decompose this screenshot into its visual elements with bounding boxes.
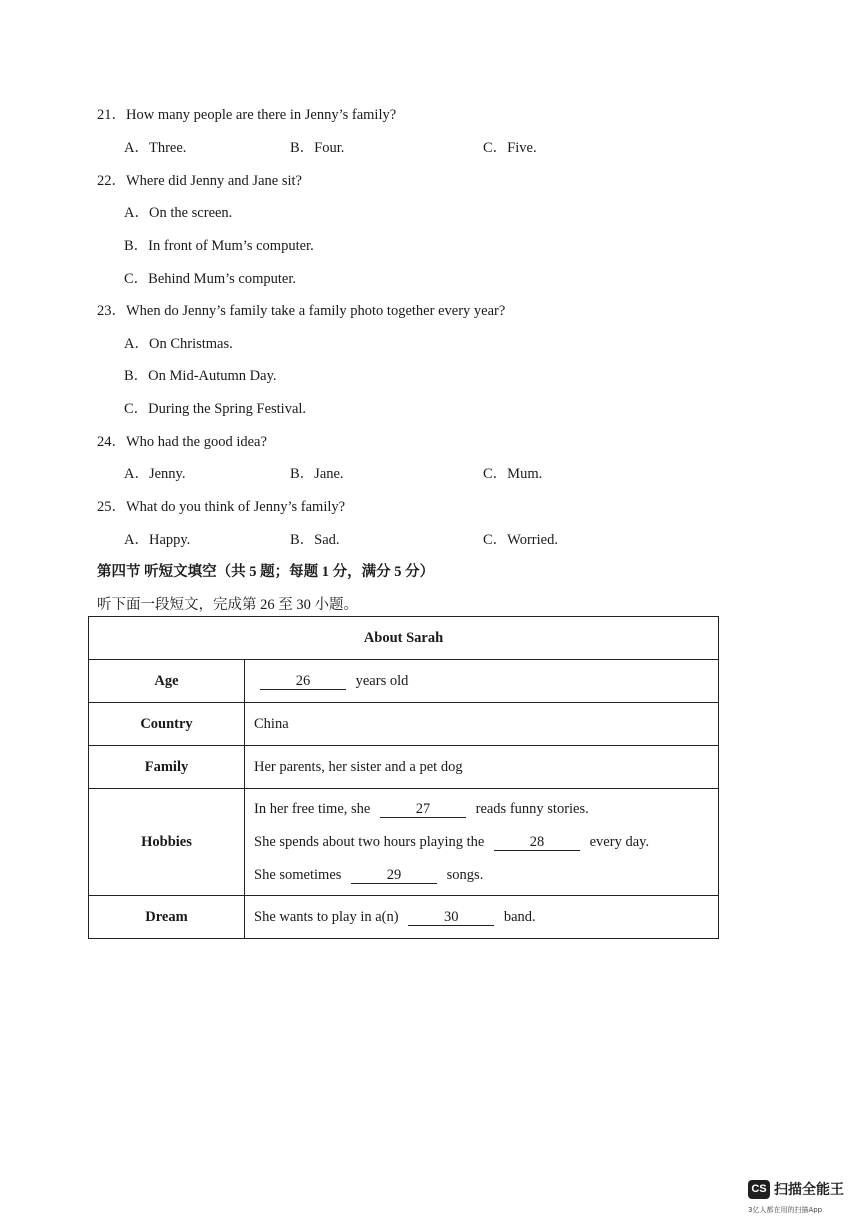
option-25a: A．Happy. [124,532,191,548]
logo-tagline: 3亿人都在用的扫描App [748,1206,823,1214]
dream-pre: She wants to play in a(n) [254,908,399,925]
cs-logo-icon: CS [748,1180,770,1199]
hobbies-line-2-pre: She spends about two hours playing the [254,833,485,850]
table-row-family [89,746,719,789]
blank-29: 29 [351,868,437,884]
hobbies-line-1-pre: In her free time, she [254,800,371,817]
table-header: About Sarah [89,617,719,660]
option-23b: B．On Mid-Autumn Day. [124,368,277,384]
blank-30: 30 [408,910,494,926]
question-21: 21．How many people are there in Jenny’s family? [97,107,397,123]
hobbies-cell [245,789,719,896]
country-label: Country [89,703,245,746]
country-value: China [245,703,719,746]
dream-post: band. [503,908,536,925]
option-22b: B．In front of Mum’s computer. [124,238,314,254]
option-23c: C．During the Spring Festival. [124,401,307,417]
logo-name: 扫描全能王 [774,1182,844,1198]
blank-28: 28 [494,835,580,851]
dream-cell [245,896,719,939]
table-row-country [89,703,719,746]
option-25b: B．Sad. [290,532,340,548]
camscanner-logo [748,1179,844,1199]
question-23: 23．When do Jenny’s family take a family photo together every year? [97,303,506,319]
option-23a: A．On Christmas. [124,336,233,352]
age-label: Age [89,660,245,703]
hobbies-line-1-post: reads funny stories. [475,800,589,817]
dream-label: Dream [89,896,245,939]
option-22c: C．Behind Mum’s computer. [124,271,296,287]
table-row-hobbies [89,789,719,896]
hobbies-label: Hobbies [89,789,245,896]
hobbies-line-1 [254,793,709,826]
about-sarah-table [88,616,719,939]
option-21b: B．Four. [290,140,345,156]
age-suffix: years old [355,672,409,689]
option-22a: A．On the screen. [124,205,233,221]
blank-26: 26 [260,674,346,690]
option-24c: C．Mum. [483,466,543,482]
option-24a: A．Jenny. [124,466,186,482]
hobbies-line-3 [254,859,709,892]
hobbies-line-2 [254,826,709,859]
blank-27: 27 [380,802,466,818]
family-value: Her parents, her sister and a pet dog [245,746,719,789]
hobbies-line-3-pre: She sometimes [254,866,342,883]
option-21a: A．Three. [124,140,187,156]
section-instruction: 听下面一段短文，完成第 26 至 30 小题。 [97,597,358,613]
age-cell [245,660,719,703]
hobbies-line-2-post: every day. [589,833,650,850]
question-24: 24．Who had the good idea? [97,434,267,450]
question-22: 22．Where did Jenny and Jane sit? [97,173,302,189]
option-25c: C．Worried. [483,532,558,548]
table-row-age [89,660,719,703]
option-21c: C．Five. [483,140,537,156]
question-25: 25．What do you think of Jenny’s family? [97,499,346,515]
section-title: 第四节 听短文填空（共 5 题；每题 1 分，满分 5 分） [97,564,435,580]
hobbies-line-3-post: songs. [446,866,484,883]
family-label: Family [89,746,245,789]
option-24b: B．Jane. [290,466,344,482]
table-row-dream [89,896,719,939]
